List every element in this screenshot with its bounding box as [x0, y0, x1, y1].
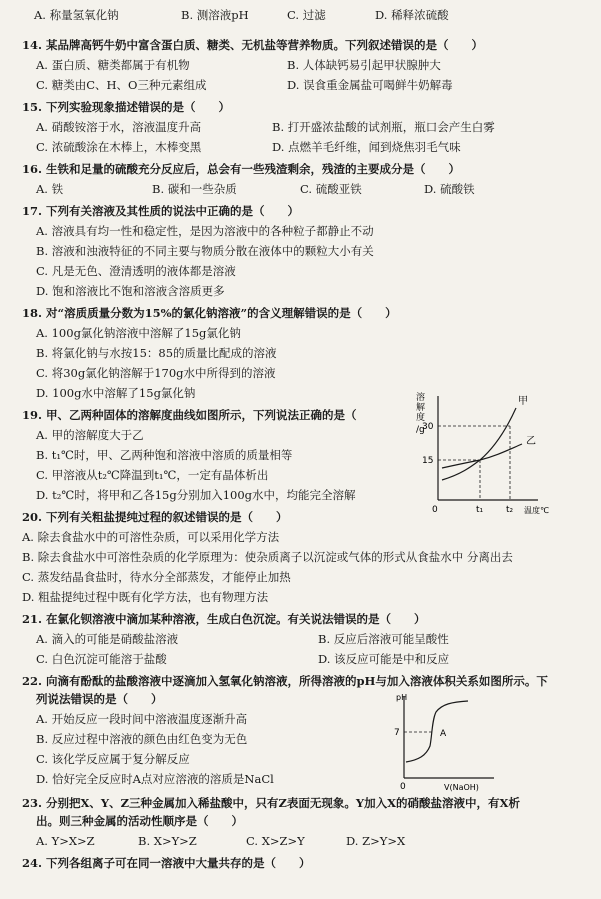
- q16-option-c: C. 硫酸亚铁: [300, 182, 362, 196]
- q18-option-b: B. 将氯化钠与水按15：85的质量比配成的溶液: [36, 346, 277, 360]
- q15-option-a: A. 硝酸铵溶于水，溶液温度升高: [36, 120, 202, 134]
- q13-option-d: D. 稀释浓硫酸: [375, 8, 449, 22]
- q19-option-d: D. t₂℃时，将甲和乙各15g分别加入100g水中，均能完全溶解: [36, 488, 356, 502]
- q22-stem-line2: 列说法错误的是（ ）: [36, 692, 163, 706]
- graph-x-tick-t1: t₁: [476, 505, 484, 515]
- q13-option-c: C. 过滤: [287, 8, 326, 22]
- graph-x-tick-t2: t₂: [506, 505, 514, 515]
- graph-y-label-4: /g: [416, 425, 425, 435]
- q17-option-d: D. 饱和溶液比不饱和溶液含溶质更多: [36, 284, 225, 298]
- curve-jia: [442, 408, 516, 480]
- q15-option-b: B. 打开盛浓盐酸的试剂瓶，瓶口会产生白雾: [272, 120, 495, 134]
- q19-option-c: C. 甲溶液从t₂℃降温到t₁℃，一定有晶体析出: [36, 468, 269, 482]
- solubility-curve-graph: [414, 392, 564, 518]
- q13-option-a: A. 称量氢氧化钠: [34, 8, 119, 22]
- q20-option-a: A. 除去食盐水中的可溶性杂质，可以采用化学方法: [22, 530, 280, 544]
- q15-option-d: D. 点燃羊毛纤维，闻到烧焦羽毛气味: [272, 140, 461, 154]
- ph-graph-y-tick-7: 7: [394, 728, 400, 738]
- curve-jia-label: 甲: [518, 396, 528, 407]
- q16-option-d: D. 硫酸铁: [424, 182, 475, 196]
- q21-option-b: B. 反应后溶液可能呈酸性: [318, 632, 449, 646]
- ph-graph-point-a: A: [440, 729, 447, 739]
- q20-option-d: D. 粗盐提纯过程中既有化学方法，也有物理方法: [22, 590, 269, 604]
- q14-option-c: C. 糖类由C、H、O三种元素组成: [36, 78, 207, 92]
- q14-option-a: A. 蛋白质、糖类都属于有机物: [36, 58, 190, 72]
- q22-stem: 22. 向滴有酚酞的盐酸溶液中逐滴加入氢氧化钠溶液，所得溶液的pH与加入溶液体积关系如图所示。下: [22, 674, 548, 688]
- q16-stem: 16. 生铁和足量的硫酸充分反应后，总会有一些残渣剩余，残渣的主要成分是（ ）: [22, 162, 461, 176]
- q20-option-c: C. 蒸发结晶食盐时，待水分全部蒸发，才能停止加热: [22, 570, 291, 584]
- q23-option-d: D. Z>Y>X: [346, 834, 406, 848]
- graph-x-axis-label: 温度℃: [524, 506, 549, 515]
- graph-y-label-2: 解: [416, 403, 426, 413]
- q23-stem-line2: 出。则三种金属的活动性顺序是（ ）: [36, 814, 243, 828]
- graph-y-label-3: 度: [416, 413, 426, 423]
- q16-option-a: A. 铁: [36, 182, 64, 196]
- q17-stem: 17. 下列有关溶液及其性质的说法中正确的是（ ）: [22, 204, 300, 218]
- graph-y-tick-30: 30: [422, 422, 434, 432]
- q23-stem: 23. 分别把X、Y、Z三种金属加入稀盐酸中，只有Z表面无现象。Y加入X的硝酸盐溶液中，有X析: [22, 796, 520, 810]
- ph-graph-x-label: V(NaOH): [444, 783, 479, 792]
- q18-stem: 18. 对“溶质质量分数为15%的氯化钠溶液”的含义理解错误的是（ ）: [22, 306, 397, 320]
- q23-option-c: C. X>Z>Y: [246, 834, 305, 848]
- q23-option-b: B. X>Y>Z: [138, 834, 197, 848]
- q17-option-c: C. 凡是无色、澄清透明的液体都是溶液: [36, 264, 236, 278]
- q18-option-a: A. 100g氯化钠溶液中溶解了15g氯化钠: [36, 326, 241, 340]
- q19-option-b: B. t₁℃时，甲、乙两种饱和溶液中溶质的质量相等: [36, 448, 293, 462]
- ph-curve: [406, 701, 468, 762]
- q21-option-a: A. 滴入的可能是硝酸盐溶液: [36, 632, 179, 646]
- graph-origin-label: 0: [432, 505, 438, 515]
- q21-stem: 21. 在氯化钡溶液中滴加某种溶液，生成白色沉淀。有关说法错误的是（ ）: [22, 612, 426, 626]
- graph-y-tick-15: 15: [422, 456, 434, 466]
- q17-option-b: B. 溶液和浊液特征的不同主要与物质分散在液体中的颗粒大小有关: [36, 244, 374, 258]
- q13-option-b: B. 测溶液pH: [181, 8, 249, 22]
- q16-option-b: B. 碳和一些杂质: [152, 182, 237, 196]
- q21-option-c: C. 白色沉淀可能溶于盐酸: [36, 652, 167, 666]
- q21-option-d: D. 该反应可能是中和反应: [318, 652, 450, 666]
- q14-stem: 14. 某品牌高钙牛奶中富含蛋白质、糖类、无机盐等营养物质。下列叙述错误的是（ ）: [22, 38, 484, 52]
- q22-option-b: B. 反应过程中溶液的颜色由红色变为无色: [36, 732, 248, 746]
- curve-yi-label: 乙: [526, 436, 536, 447]
- q15-option-c: C. 浓硫酸涂在木棒上，木棒变黑: [36, 140, 202, 154]
- q17-option-a: A. 溶液具有均一性和稳定性，是因为溶液中的各种粒子都静止不动: [36, 224, 374, 238]
- q19-stem: 19. 甲、乙两种固体的溶解度曲线如图所示，下列说法正确的是（: [22, 408, 357, 422]
- q14-option-d: D. 误食重金属盐可喝鲜牛奶解毒: [287, 78, 453, 92]
- q20-stem: 20. 下列有关粗盐提纯过程的叙述错误的是（ ）: [22, 510, 288, 524]
- q14-option-b: B. 人体缺钙易引起甲状腺肿大: [287, 58, 441, 72]
- q22-option-c: C. 该化学反应属于复分解反应: [36, 752, 190, 766]
- q18-option-d: D. 100g水中溶解了15g氯化钠: [36, 386, 196, 400]
- q22-option-d: D. 恰好完全反应时A点对应溶液的溶质是NaCl: [36, 772, 274, 786]
- q15-stem: 15. 下列实验现象描述错误的是（ ）: [22, 100, 231, 114]
- graph-y-label-1: 溶: [416, 393, 426, 403]
- q24-stem: 24. 下列各组离子可在同一溶液中大量共存的是（ ）: [22, 856, 311, 870]
- q20-option-b: B. 除去食盐水中可溶性杂质的化学原理为：使杂质离子以沉淀或气体的形式从食盐水中 分离出去: [22, 550, 513, 564]
- q19-option-a: A. 甲的溶解度大于乙: [36, 428, 144, 442]
- ph-graph-y-label: pH: [396, 693, 408, 702]
- q22-option-a: A. 开始反应一段时间中溶液温度逐渐升高: [36, 712, 248, 726]
- q18-option-c: C. 将30g氯化钠溶解于170g水中所得到的溶液: [36, 366, 276, 380]
- ph-titration-graph: [390, 690, 502, 794]
- ph-graph-origin: 0: [400, 782, 406, 792]
- q23-option-a: A. Y>X>Z: [36, 834, 95, 848]
